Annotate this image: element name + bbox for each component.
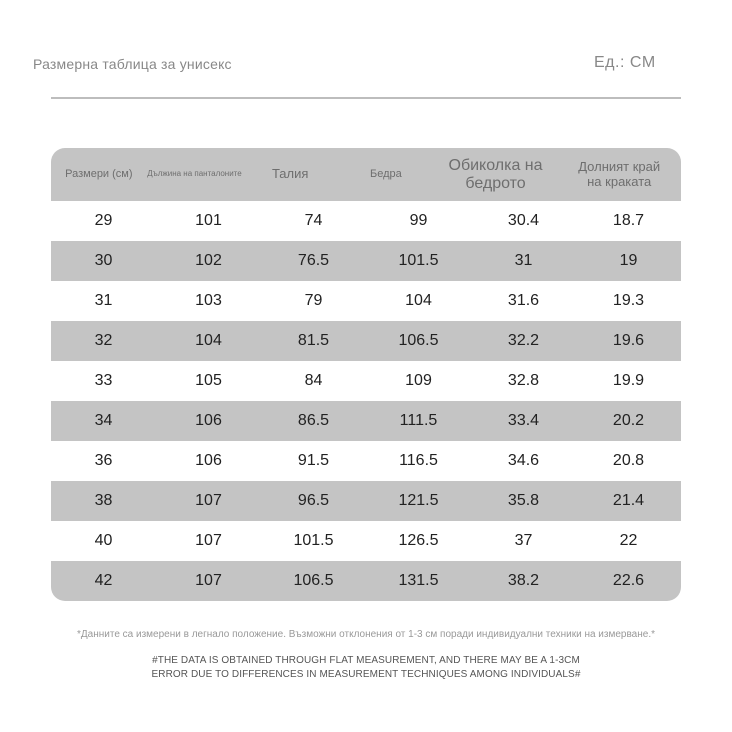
- table-cell-waist: 86.5: [297, 412, 330, 430]
- table-cell-hips: 111.5: [399, 412, 438, 430]
- table-cell-leg-opening: 19.3: [612, 292, 645, 310]
- column-header-waist: Талия: [271, 166, 309, 182]
- table-cell-size: 42: [94, 572, 113, 590]
- table-cell-pants-length: 102: [195, 252, 222, 270]
- table-cell-leg-opening: 19: [619, 252, 638, 270]
- table-cell-hips: 116.5: [399, 452, 438, 470]
- table-header-row: [51, 148, 681, 201]
- table-cell-hips: 99: [409, 212, 428, 230]
- column-header-thigh: Обиколка на бедрото: [448, 156, 543, 192]
- table-cell-size: 38: [94, 492, 113, 510]
- table-cell-hips: 109: [405, 372, 432, 390]
- table-row: [51, 281, 681, 321]
- table-cell-hips: 131.5: [398, 572, 439, 590]
- table-row: [51, 441, 681, 481]
- table-cell-leg-opening: 19.6: [612, 332, 645, 350]
- table-cell-waist: 96.5: [297, 492, 330, 510]
- table-cell-leg-opening: 22: [619, 532, 638, 550]
- table-cell-pants-length: 105: [195, 372, 222, 390]
- table-cell-size: 40: [94, 532, 113, 550]
- size-table: [51, 148, 681, 601]
- table-cell-size: 34: [94, 412, 113, 430]
- table-cell-pants-length: 107: [195, 492, 222, 510]
- unit-label: Ед.: CM: [594, 54, 656, 71]
- table-cell-size: 29: [94, 212, 113, 230]
- table-cell-leg-opening: 22.6: [612, 572, 645, 590]
- column-header-leg-opening: Долният край на краката: [578, 159, 661, 189]
- table-cell-waist: 84: [304, 372, 323, 390]
- table-cell-hips: 126.5: [398, 532, 439, 550]
- table-cell-thigh: 31.6: [507, 292, 540, 310]
- table-body: [51, 201, 681, 601]
- page-title: Размерна таблица за унисекс: [33, 56, 232, 72]
- table-cell-thigh: 32.2: [507, 332, 540, 350]
- table-row: [51, 561, 681, 601]
- table-cell-waist: 79: [304, 292, 323, 310]
- table-row: [51, 361, 681, 401]
- header-divider: [51, 97, 681, 99]
- measurement-note-english-line2: ERROR DUE TO DIFFERENCES IN MEASUREMENT TECHNIQUES AMONG INDIVIDUALS#: [151, 669, 581, 680]
- table-row: [51, 321, 681, 361]
- table-cell-waist: 91.5: [297, 452, 330, 470]
- table-cell-thigh: 35.8: [507, 492, 540, 510]
- table-cell-pants-length: 106: [195, 412, 222, 430]
- table-cell-pants-length: 104: [195, 332, 222, 350]
- table-row: [51, 201, 681, 241]
- table-cell-thigh: 34.6: [507, 452, 540, 470]
- table-cell-size: 30: [94, 252, 113, 270]
- column-header-hips: Бедра: [369, 168, 402, 181]
- table-cell-thigh: 32.8: [507, 372, 540, 390]
- table-row: [51, 481, 681, 521]
- table-cell-leg-opening: 21.4: [612, 492, 645, 510]
- table-cell-size: 31: [94, 292, 113, 310]
- table-cell-size: 36: [94, 452, 113, 470]
- table-cell-size: 32: [94, 332, 113, 350]
- table-cell-leg-opening: 18.7: [612, 212, 645, 230]
- measurement-note-english: [0, 654, 732, 682]
- table-cell-pants-length: 101: [195, 212, 222, 230]
- table-row: [51, 241, 681, 281]
- table-cell-thigh: 31: [514, 252, 533, 270]
- column-header-pants-length: Дължина на панталоните: [147, 169, 242, 179]
- table-cell-pants-length: 106: [195, 452, 222, 470]
- table-cell-leg-opening: 19.9: [612, 372, 645, 390]
- table-cell-thigh: 33.4: [507, 412, 540, 430]
- table-cell-waist: 106.5: [293, 572, 334, 590]
- table-cell-leg-opening: 20.8: [612, 452, 645, 470]
- measurement-note-bulgarian: *Данните са измерени в легнало положение. Възможни отклонения от 1-3 см поради индивидуални техники на измерване.*: [77, 629, 655, 640]
- table-cell-leg-opening: 20.2: [612, 412, 645, 430]
- table-cell-waist: 74: [304, 212, 323, 230]
- table-cell-hips: 121.5: [398, 492, 439, 510]
- table-cell-hips: 106.5: [398, 332, 439, 350]
- measurement-note-english-line1: #THE DATA IS OBTAINED THROUGH FLAT MEASUREMENT, AND THERE MAY BE A 1-3CM: [152, 655, 580, 666]
- table-cell-waist: 101.5: [293, 532, 334, 550]
- table-cell-thigh: 38.2: [507, 572, 540, 590]
- table-cell-waist: 81.5: [297, 332, 330, 350]
- table-cell-pants-length: 107: [195, 532, 222, 550]
- table-cell-waist: 76.5: [297, 252, 330, 270]
- table-row: [51, 521, 681, 561]
- table-cell-hips: 104: [405, 292, 432, 310]
- table-cell-thigh: 37: [514, 532, 533, 550]
- table-row: [51, 401, 681, 441]
- table-cell-pants-length: 103: [195, 292, 222, 310]
- column-header-size: Размери (см): [65, 168, 133, 181]
- table-cell-thigh: 30.4: [507, 212, 540, 230]
- table-cell-size: 33: [94, 372, 113, 390]
- table-cell-hips: 101.5: [398, 252, 439, 270]
- table-cell-pants-length: 107: [195, 572, 222, 590]
